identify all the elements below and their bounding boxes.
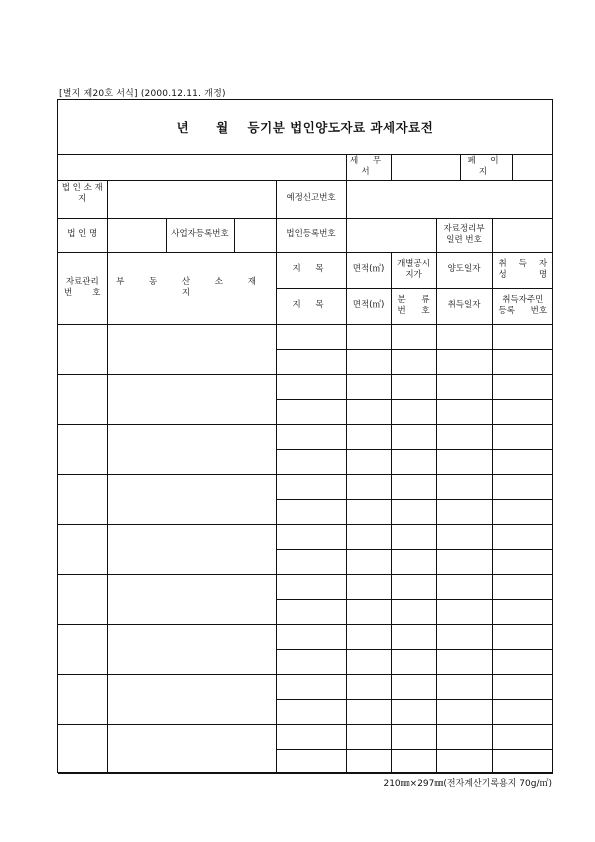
acquirer-id-cell[interactable] (492, 399, 553, 424)
title-text: 등기분 법인양도자료 과세자료전 (247, 120, 434, 135)
classification-number-cell[interactable] (391, 499, 436, 524)
data-mgmt-number-cell[interactable] (58, 674, 107, 724)
acquisition-date-cell[interactable] (436, 749, 492, 773)
land-category-cell[interactable] (276, 324, 346, 349)
official-price-cell[interactable] (391, 624, 436, 649)
form-table (58, 155, 553, 774)
acquirer-id-cell[interactable] (492, 349, 553, 374)
corp-location-value[interactable] (107, 180, 276, 218)
property-location-cell[interactable] (107, 324, 276, 374)
transfer-date-cell[interactable] (436, 724, 492, 749)
acquirer-id-cell[interactable] (492, 549, 553, 574)
transfer-date-cell[interactable] (436, 524, 492, 549)
transfer-date-cell[interactable] (436, 624, 492, 649)
acquisition-date-header: 취득일자 (436, 288, 492, 324)
land-category-cell[interactable] (276, 424, 346, 449)
area-cell[interactable] (346, 449, 391, 474)
official-price-cell[interactable] (391, 524, 436, 549)
area-header: 면적(㎡) (346, 252, 391, 288)
acquirer-id-cell[interactable] (492, 599, 553, 624)
tax-office-label: 세 무 서 (346, 155, 391, 180)
transfer-date-cell[interactable] (436, 374, 492, 399)
acquisition-date-cell[interactable] (436, 699, 492, 724)
acquirer-id-cell[interactable] (492, 699, 553, 724)
acquirer-name-cell[interactable] (492, 574, 553, 599)
transfer-date-cell[interactable] (436, 424, 492, 449)
data-mgmt-number-cell[interactable] (58, 374, 107, 424)
classification-number-cell[interactable] (391, 599, 436, 624)
land-category-cell[interactable] (276, 449, 346, 474)
acquirer-name-cell[interactable] (492, 724, 553, 749)
report-number-label: 예정신고번호 (276, 180, 346, 218)
official-price-cell[interactable] (391, 724, 436, 749)
corp-name-label: 법 인 명 (58, 218, 107, 252)
land-category-cell[interactable] (276, 699, 346, 724)
land-category-cell[interactable] (276, 349, 346, 374)
property-location-cell[interactable] (107, 674, 276, 724)
data-mgmt-number-cell[interactable] (58, 474, 107, 524)
acquirer-name-cell[interactable] (492, 374, 553, 399)
acquirer-name-cell[interactable] (492, 424, 553, 449)
data-mgmt-number-cell[interactable] (58, 324, 107, 374)
land-category-cell[interactable] (276, 399, 346, 424)
transfer-date-cell[interactable] (436, 324, 492, 349)
acquirer-id-cell[interactable] (492, 499, 553, 524)
property-location-cell[interactable] (107, 574, 276, 624)
business-reg-value[interactable] (234, 218, 276, 252)
property-location-cell[interactable] (107, 624, 276, 674)
land-category-cell[interactable] (276, 749, 346, 773)
data-mgmt-number-cell[interactable] (58, 524, 107, 574)
area-cell[interactable] (346, 549, 391, 574)
form-title (177, 118, 434, 136)
classification-number-cell[interactable] (391, 699, 436, 724)
entry-rows (58, 324, 553, 773)
acquirer-name-cell[interactable] (492, 324, 553, 349)
classification-number-cell[interactable] (391, 399, 436, 424)
tax-office-value[interactable] (391, 155, 460, 180)
property-location-cell[interactable] (107, 524, 276, 574)
acquirer-name-header: 취 득 자 성 명 (492, 252, 553, 288)
land-category-cell[interactable] (276, 599, 346, 624)
paper-spec: 210㎜×297㎜(전자계산기록용지 70g/㎡) (383, 779, 552, 789)
area-cell[interactable] (346, 649, 391, 674)
area-cell[interactable] (346, 674, 391, 699)
page-value[interactable] (512, 155, 553, 180)
area-cell[interactable] (346, 374, 391, 399)
table-row (58, 424, 553, 449)
corp-reg-value[interactable] (346, 218, 436, 252)
transfer-date-cell[interactable] (436, 474, 492, 499)
area-cell[interactable] (346, 699, 391, 724)
official-price-cell[interactable] (391, 424, 436, 449)
classification-number-header: 분 류 번 호 (391, 288, 436, 324)
page-label: 페 이 지 (460, 155, 512, 180)
area-cell[interactable] (346, 324, 391, 349)
month-label: 월 (216, 120, 229, 135)
acquisition-date-cell[interactable] (436, 599, 492, 624)
acquisition-date-cell[interactable] (436, 399, 492, 424)
table-row (58, 524, 553, 549)
official-price-cell[interactable] (391, 324, 436, 349)
corp-reg-label: 법인등록번호 (276, 218, 346, 252)
property-location-cell[interactable] (107, 424, 276, 474)
table-row (58, 474, 553, 499)
land-category-cell[interactable] (276, 574, 346, 599)
land-category-cell[interactable] (276, 524, 346, 549)
acquirer-id-cell[interactable] (492, 649, 553, 674)
business-reg-label: 사업자등록번호 (166, 218, 234, 252)
acquisition-date-cell[interactable] (436, 499, 492, 524)
land-category-cell[interactable] (276, 474, 346, 499)
area-cell[interactable] (346, 474, 391, 499)
official-price-cell[interactable] (391, 674, 436, 699)
data-mgmt-number-cell[interactable] (58, 624, 107, 674)
form-caption: [별지 제20호 서식] (2000.12.11. 개정) (59, 89, 226, 99)
acquirer-name-cell[interactable] (492, 524, 553, 549)
acquisition-date-cell[interactable] (436, 649, 492, 674)
area-cell[interactable] (346, 499, 391, 524)
data-mgmt-number-cell[interactable] (58, 724, 107, 773)
property-location-cell[interactable] (107, 474, 276, 524)
classification-number-cell[interactable] (391, 649, 436, 674)
corp-name-value[interactable] (107, 218, 166, 252)
land-category-cell[interactable] (276, 549, 346, 574)
data-mgmt-number-cell[interactable] (58, 424, 107, 474)
official-price-cell[interactable] (391, 474, 436, 499)
transfer-date-cell[interactable] (436, 674, 492, 699)
data-mgmt-number-cell[interactable] (58, 574, 107, 624)
form-frame (57, 99, 553, 773)
table-row (58, 624, 553, 649)
acquisition-date-cell[interactable] (436, 349, 492, 374)
acquirer-name-cell[interactable] (492, 624, 553, 649)
acquirer-id-cell[interactable] (492, 449, 553, 474)
serial-value[interactable] (492, 218, 553, 252)
area-cell[interactable] (346, 524, 391, 549)
land-category-header: 지 목 (276, 252, 346, 288)
area-cell[interactable] (346, 724, 391, 749)
table-row (58, 674, 553, 699)
table-row (58, 324, 553, 349)
table-row (58, 574, 553, 599)
acquirer-id-header: 취득자주민 등록 번호 (492, 288, 553, 324)
property-location-cell[interactable] (107, 374, 276, 424)
area-cell[interactable] (346, 399, 391, 424)
classification-number-cell[interactable] (391, 549, 436, 574)
year-label: 년 (176, 120, 190, 135)
area-cell[interactable] (346, 749, 391, 773)
official-price-header: 개별공시 지가 (391, 252, 436, 288)
land-category-cell[interactable] (276, 674, 346, 699)
table-row (58, 724, 553, 749)
land-category-cell[interactable] (276, 624, 346, 649)
land-category-cell[interactable] (276, 724, 346, 749)
area-cell[interactable] (346, 349, 391, 374)
blank-cell (58, 155, 346, 180)
acquirer-id-cell[interactable] (492, 749, 553, 773)
transfer-date-header: 양도일자 (436, 252, 492, 288)
transfer-date-cell[interactable] (436, 574, 492, 599)
table-row (58, 374, 553, 399)
land-category-header-2: 지 목 (276, 288, 346, 324)
title-box (58, 100, 552, 155)
property-location-header: 부 동 산 소 재 지 (107, 252, 276, 324)
official-price-cell[interactable] (391, 374, 436, 399)
land-category-cell[interactable] (276, 499, 346, 524)
area-cell[interactable] (346, 624, 391, 649)
area-cell[interactable] (346, 599, 391, 624)
data-mgmt-number-header: 자료관리 번 호 (58, 252, 107, 324)
serial-label: 자료정리부 일련 번호 (436, 218, 492, 252)
acquisition-date-cell[interactable] (436, 549, 492, 574)
report-number-value[interactable] (346, 180, 553, 218)
area-cell[interactable] (346, 424, 391, 449)
acquisition-date-cell[interactable] (436, 449, 492, 474)
classification-number-cell[interactable] (391, 449, 436, 474)
classification-number-cell[interactable] (391, 749, 436, 773)
land-category-cell[interactable] (276, 649, 346, 674)
property-location-cell[interactable] (107, 724, 276, 773)
area-cell[interactable] (346, 574, 391, 599)
land-category-cell[interactable] (276, 374, 346, 399)
classification-number-cell[interactable] (391, 349, 436, 374)
official-price-cell[interactable] (391, 574, 436, 599)
acquirer-name-cell[interactable] (492, 674, 553, 699)
acquirer-name-cell[interactable] (492, 474, 553, 499)
corp-location-label: 법 인 소 재 지 (58, 180, 107, 218)
area-header-2: 면적(㎡) (346, 288, 391, 324)
